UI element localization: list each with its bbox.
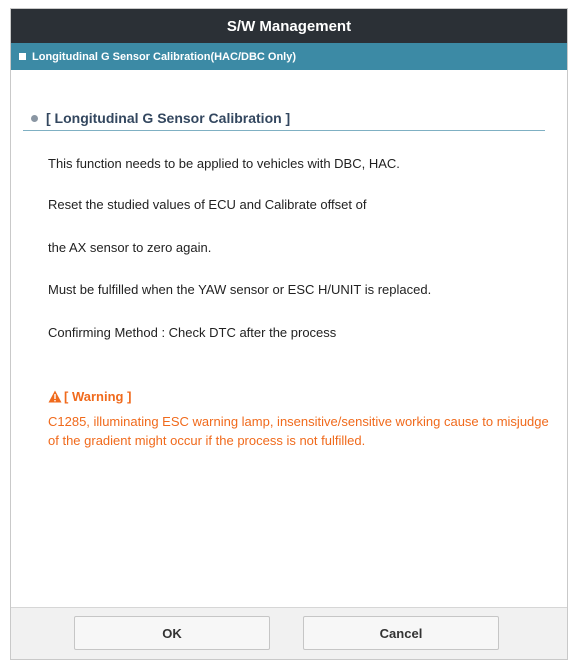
- cancel-button[interactable]: Cancel: [303, 616, 499, 650]
- section-heading: [23, 106, 545, 131]
- body-line-3: the AX sensor to zero again.: [48, 240, 212, 255]
- body-line-4: Must be fulfilled when the YAW sensor or ESC H/UNIT is replaced.: [48, 282, 432, 297]
- warning-triangle-icon: [48, 390, 62, 403]
- dialog-window: [10, 8, 568, 660]
- subheader-title: Longitudinal G Sensor Calibration(HAC/DBC Only): [32, 50, 296, 63]
- title-bar: [11, 9, 567, 43]
- subheader-bar: [11, 43, 567, 70]
- circle-bullet-icon: [31, 115, 38, 122]
- square-bullet-icon: [19, 53, 26, 60]
- warning-title: [ Warning ]: [64, 389, 132, 404]
- section-heading-text: [ Longitudinal G Sensor Calibration ]: [46, 110, 291, 126]
- warning-heading: [48, 389, 131, 404]
- ok-button[interactable]: OK: [74, 616, 270, 650]
- dialog-footer: [11, 607, 567, 659]
- warning-text: C1285, illuminating ESC warning lamp, insensitive/sensitive working cause to misjudge of the gradient might occur if the process is not fulfilled.: [48, 414, 549, 448]
- content-area: [11, 70, 567, 608]
- body-line-1: This function needs to be applied to vehicles with DBC, HAC.: [48, 156, 400, 171]
- body-line-5: Confirming Method : Check DTC after the process: [48, 325, 337, 340]
- window-title: S/W Management: [226, 17, 352, 35]
- body-line-2: Reset the studied values of ECU and Calibrate offset of: [48, 197, 367, 212]
